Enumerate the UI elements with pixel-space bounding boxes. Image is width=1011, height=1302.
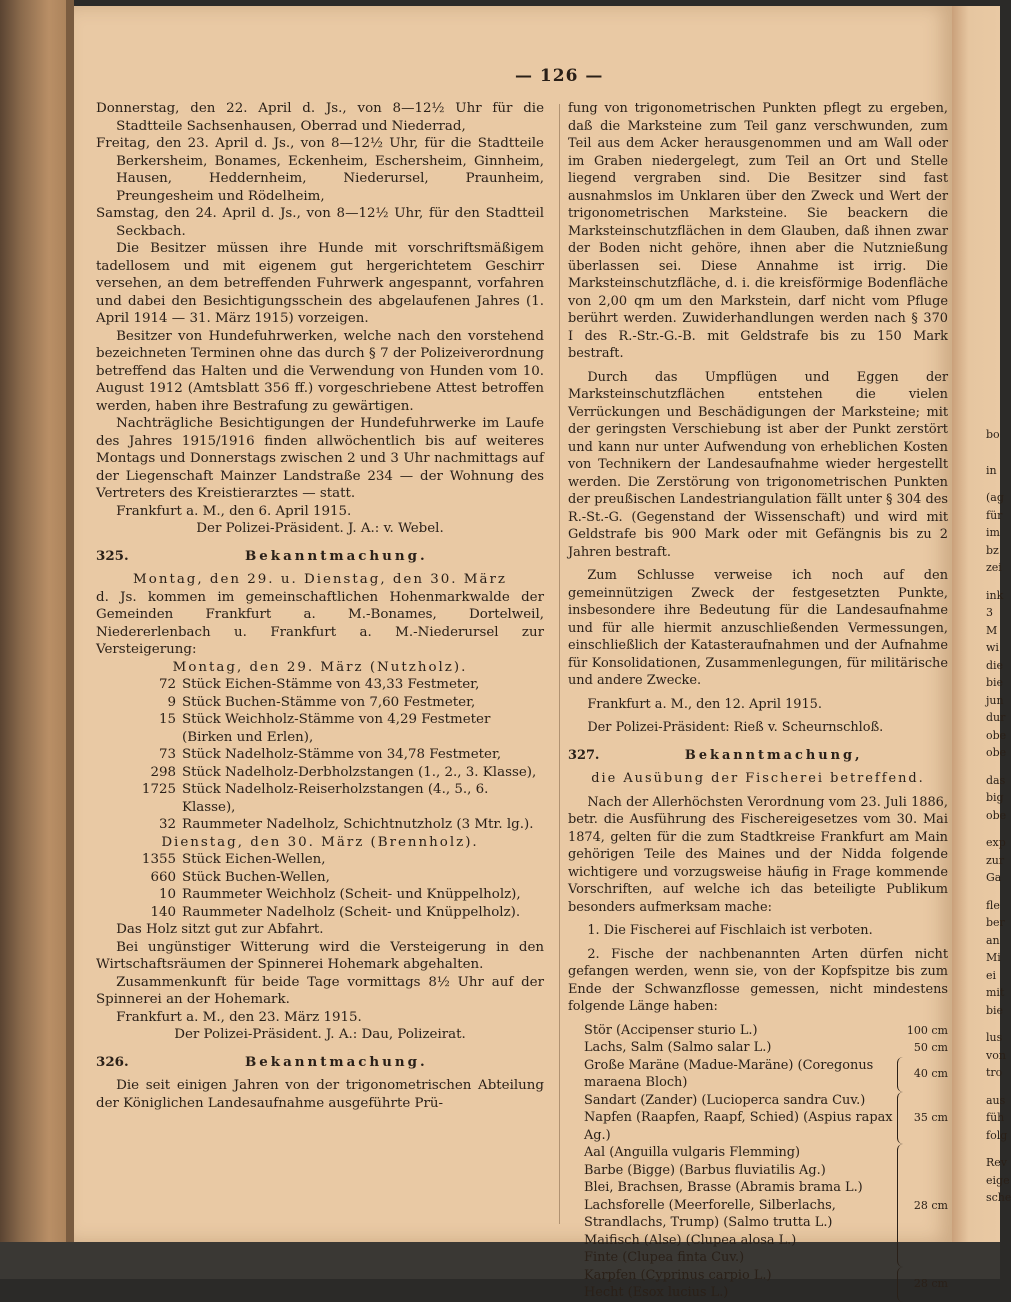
paragraph: Nach der Allerhöchsten Verordnung vom 23. Juli 1886, betr. die Ausführung des Fischereigesetzes vom 30. Mai 1874, gelten für die zum Stadtkreise Frankfurt am Main gehörigen Teile des Maines und der Nidda folgende wichtigere und vorzugsweise häufig in Frage kommende Vorschriften, auf welche ich das beteiligte Publikum besonders aufmerksam mache: [568,794,948,915]
signature-name: Der Polizei-Präsident. J. A.: v. Webel. [196,521,444,536]
auction-dates: Montag, den 29. u. Dienstag, den 30. März [133,572,507,587]
schedule-saturday: Samstag, den 24. April d. Js., von 8—12½ Uhr, für den Stadtteil Seckbach. [96,206,544,239]
schedule-friday: Freitag, den 23. April d. Js., von 8—12½ Uhr, für die Stadtteile Berkersheim, Bonames, Eckenheim, Eschersheim, Ginnheim, Hausen, Heddernheim, Niederursel, Praunheim, Preungesheim und Rödelheim, [96,136,544,204]
signature-name: Der Polizei-Präsident: Rieß v. Scheurnschloß. [587,720,884,735]
paragraph: d. Js. kommen im gemeinschaftlichen Hohenmarkwalde der Gemeinden Frankfurt a. M.-Bonames, Dortelweil, Niedererlenbach u. Frankfurt a. M.-Niederursel zur Versteigerung: [96,589,544,657]
fish-group-35: Sandart (Zander) (Lucioperca sandra Cuv.) Napfen (Raapfen, Raapf, Schied) (Aspius rapax Ag.) 35 cm [584,1092,948,1143]
fish-row: Stör (Accipenser sturio L.) 100 cm [584,1022,948,1038]
fish-group-40: Große Maräne (Madue-Maräne) (Coregonus maraena Bloch) 40 cm [584,1057,948,1090]
paragraph: Zum Schlusse verweise ich noch auf den gemeinnützigen Zweck der festgesetzten Punkte, insbesondere ihre Bedeutung für die Landesaufnahme und für alle hiermit anzuschließenden Vermessungen, einschließlich der Katasteraufnahmen und der Aufnahme für Konsolidationen, Zusammenlegungen, für militärische und andere Zwecke. [568,568,948,688]
rule-2: 2. Fische der nachbenannten Arten dürfen nicht gefangen werden, wenn sie, von der Kopfspitze bis zum Ende der Schwanzflosse gemessen, nicht mindestens folgende Länge haben: [568,946,948,1014]
section-number: 326. [96,1053,129,1070]
list-item: 32 Raummeter Nadelholz, Schichtnutzholz (3 Mtr. lg.). [158,817,534,832]
monday-heading: Montag, den 29. März (Nutzholz). [172,659,468,675]
paragraph: Bei ungünstiger Witterung wird die Versteigerung in den Wirtschaftsräumen der Spinnerei Hohemark abgehalten. [96,939,544,972]
fish-group-28b: Karpfen (Cyprinus carpio L.) Hecht (Esox lucius L.) 28 cm [584,1267,948,1300]
next-page-edge [952,6,1011,1242]
list-item: 72 Stück Eichen-Stämme von 43,33 Festmeter, [158,677,480,692]
brace [897,1092,912,1145]
right-column [568,100,948,1302]
section-heading-327 [568,747,948,765]
list-item: 298 Stück Nadelholz-Derbholzstangen (1., 2., 3. Klasse), [150,764,537,780]
list-item: 140 Raummeter Nadelholz (Scheit- und Knüppelholz). [150,904,521,920]
section-title: Bekanntmachung. [244,547,428,564]
brace [897,1057,912,1092]
section-title: Bekanntmachung. [244,1053,428,1070]
list-item: 1725 Stück Nadelholz-Reiserholzstangen (4., 5., 6. Klasse), [141,782,489,815]
brace [897,1144,912,1267]
section-number: 327. [568,747,600,763]
left-column [96,100,544,1112]
signature-place-date: Frankfurt a. M., den 12. April 1915. [587,696,822,712]
section-heading-326 [96,1054,544,1072]
page-number: — 126 — [515,66,604,86]
paragraph: Besitzer von Hundefuhrwerken, welche nach den vorstehend bezeichneten Terminen ohne das durch § 7 der Polizeiverordnung betreffend das Halten und die Verwendung von Hunden vom 10. August 1912 (Amtsblatt 356 ff.) vorgeschriebene Attest betroffen werden, haben ihre Bestrafung zu gewärtigen. [96,328,544,414]
tuesday-heading: Dienstag, den 30. März (Brennholz). [161,834,479,850]
book-spine [0,0,70,1279]
list-item: 73 Stück Nadelholz-Stämme von 34,78 Festmeter, [158,747,502,762]
brace [897,1267,912,1302]
paragraph: Die seit einigen Jahren von der trigonometrischen Abteilung der Königlichen Landesaufnahme ausgeführte Prü- [96,1078,544,1111]
list-item: 9 Stück Buchen-Stämme von 7,60 Festmeter, [167,694,476,710]
paragraph: Zusammenkunft für beide Tage vormittags 8½ Uhr auf der Spinnerei an der Hohemark. [96,974,544,1007]
section-title: Bekanntmachung, [684,747,863,763]
column-divider [559,104,560,1224]
schedule-thursday: Donnerstag, den 22. April d. Js., von 8—12½ Uhr für die Stadtteile Sachsenhausen, Oberrad und Niederrad, [96,101,544,134]
signature-name: Der Polizei-Präsident. J. A.: Dau, Polizeirat. [174,1027,466,1042]
page-edge [66,0,74,1279]
section-number: 325. [96,547,129,564]
paragraph: Das Holz sitzt gut zur Abfahrt. [116,922,324,937]
fish-group-28: Aal (Anguilla vulgaris Flemming) Barbe (Bigge) (Barbus fluviatilis Ag.) Blei, Brachsen, Brasse (Abramis brama L.) Lachsforelle (Meerforelle, Silberlachs, Strandlachs, Trump) (Salmo trutta L.) Maifisch (Alse) (Clupea alosa L.) Finte (Clupea finta Cuv.) 28 cm [584,1145,948,1265]
list-item: 1355 Stück Eichen-Wellen, [141,852,326,867]
list-item: 660 Stück Buchen-Wellen, [150,869,330,885]
list-item: 15 Stück Weichholz-Stämme von 4,29 Festmeter (Birken und Erlen), [158,712,491,745]
list-item: 10 Raummeter Weichholz (Scheit- und Knüppelholz), [158,887,521,902]
paragraph: Die Besitzer müssen ihre Hunde mit vorschriftsmäßigem tadellosem und mit eigenem gut hergerichtetem Geschirr versehen, an dem betreffenden Fuhrwerk angespannt, vorfahren und dabei den Besichtigungsschein des abgelaufenen Jahres (1. April 1914 — 31. März 1915) vorzeigen. [96,241,544,326]
rule-1: 1. Die Fischerei auf Fischlaich ist verboten. [587,923,873,938]
signature-place-date: Frankfurt a. M., den 6. April 1915. [116,503,352,519]
paragraph: fung von trigonometrischen Punkten pflegt zu ergeben, daß die Marksteine zum Teil ganz verschwunden, zum Teil aus dem Acker herausgenommen und am Wall oder im Graben niedergelegt, zum Teil an Ort und Stelle liegend vergraben sind. Die Besitzer sind fast ausnahmslos im Unklaren über den Zweck und Wert der trigonometrischen Marksteine. Sie beackern die Marksteinschutzflächen in dem Glauben, daß ihnen zwar der Boden nicht gehöre, ihnen aber die Nutznießung überlassen sei. Diese Annahme ist irrig. Die Marksteinschutzfläche, d. i. die kreisförmige Bodenfläche von 2,00 qm um den Markstein, darf nicht vom Pfluge berührt werden. Zuwiderhandlungen werden nach § 370 I des R.-Str.-G.-B. mit Geldstrafe bis zu 150 Mark bestraft. [568,101,948,361]
section-subtitle: die Ausübung der Fischerei betreffend. [591,771,925,786]
fish-row: Lachs, Salm (Salmo salar L.) 50 cm [584,1040,948,1055]
next-page-text: bo in (ag für im bz zei ink 3 M wi die bie jun dur obe obe das big obe exp zur Ga fle ber an Mi ei mit bie lus von tro aus füh folg Rev eige sche [986,428,1011,1204]
signature-place-date: Frankfurt a. M., den 23. März 1915. [116,1009,362,1025]
section-heading-325 [96,548,544,566]
paragraph: Nachträgliche Besichtigungen der Hundefuhrwerke im Laufe des Jahres 1915/1916 finden allwöchentlich bis auf weiteres Montags und Donnerstags zwischen 2 und 3 Uhr nachmittags auf der Liegenschaft Mainzer Landstraße 234 — der Wohnung des Vertreters des Kreistierarztes — statt. [96,416,544,501]
paragraph: Durch das Umpflügen und Eggen der Marksteinschutzflächen entstehen die vielen Verrückungen und Beschädigungen der Marksteine; mit der geringsten Verschiebung ist aber der Punkt zerstört und kann nur unter Aufwendung von erheblichen Kosten von Technikern der Landesaufnahme wieder hergestellt werden. Die Zerstörung von trigonometrischen Punkten der preußischen Landestriangulation fällt unter § 304 des R.-St.-G. (Gegenstand der Wissenschaft) und wird mit Geldstrafe bis 900 Mark oder mit Gefängnis bis zu 2 Jahren bestraft. [568,369,948,560]
